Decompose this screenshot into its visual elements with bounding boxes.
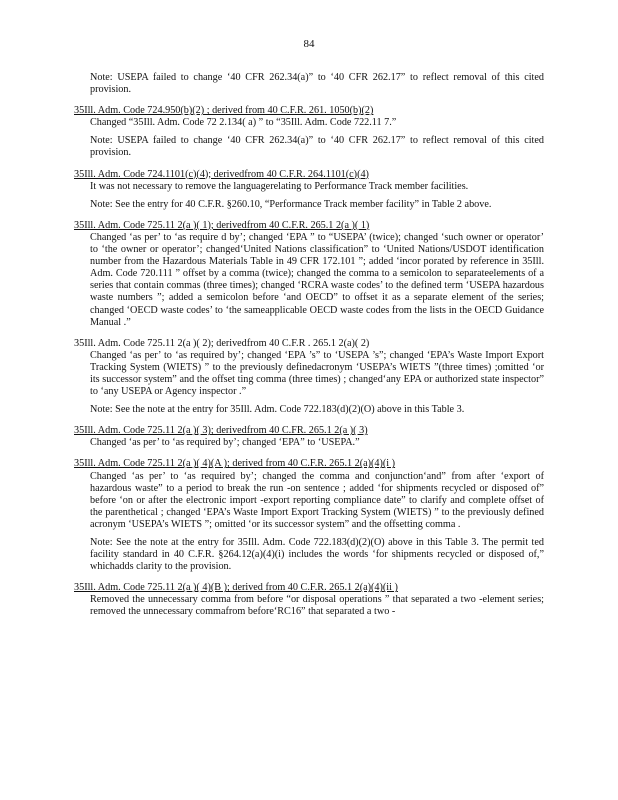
table-entry xyxy=(74,220,544,329)
continued-note: Note: USEPA failed to change ‘40 CFR 262.34(a)” to ‘40 CFR 262.17” to reflect removal of this cited provision. xyxy=(90,72,544,96)
entry-heading: 35Ill. Adm. Code 724.1101(c)(4); derivedfrom 40 C.F.R. 264.1101(c)(4) xyxy=(74,168,369,180)
table-entry xyxy=(74,338,544,417)
table-entry xyxy=(74,105,544,159)
page-number: 84 xyxy=(303,38,315,50)
entry-body: Changed ‘as per’ to ‘as require d by’; changed ‘EPA ” to “USEPA’ (twice); changed ‘such owner or operator’ to ‘the owner or operator’; changed‘United Nations classification” to ‘United Nations/USDOT identification number from the Hazardous Materials Table in 49 CFR 172.101 ”; added ‘incor porated by reference in 35Ill. Adm. Code 720.111 ” offset by a comma (twice); changed the comma to a semicolon to separateelements of a series that contain commas (three times); changed ‘RCRA waste codes’ to the defined term ‘USEPA hazardous waste numbers ”; added a semicolon before ‘and OECD” to offset it as a separate element of the series; changed ‘OECD waste codes’ to ‘the sameapplicable OECD waste codes from the lists in the OECD Guidance Manual .” xyxy=(90,231,544,328)
entry-note: Note: See the entry for 40 C.F.R. §260.10, “Performance Track member facility” in Table 2 above. xyxy=(90,198,492,210)
table-entry xyxy=(74,458,544,573)
entry-heading: 35Ill. Adm. Code 725.11 2(a )( 4)(B ); derived from 40 C.F.R. 265.1 2(a)(4)(ii ) xyxy=(74,582,398,594)
entry-note: Note: See the note at the entry for 35Ill. Adm. Code 722.183(d)(2)(O) above in this Table 3. xyxy=(90,404,465,416)
entry-body: Removed the unnecessary comma from before “or disposal operations ” that separated a two -element series; removed the unnecessary commafrom before‘RC16” that separated a two - xyxy=(90,594,544,618)
table-entry xyxy=(74,582,544,618)
entry-body: Changed ‘as per’ to ‘as required by’; changed ‘EPA ’s” to ‘USEPA ’s”; changed ‘EPA’s Waste Import Export Tracking System (WIETS) ” to the previously definedacronym ‘USEPA’s WIETS ”(three times) ;omitted ‘or its successor system” and the offset ting comma (three times) ; changed‘any EPA or authorized state inspector” to ‘any USEPA or Agency inspector .” xyxy=(90,349,544,398)
entry-body: Changed ‘as per’ to ‘as required by’; changed ‘EPA” to ‘USEPA.” xyxy=(90,437,360,449)
entry-note: Note: See the note at the entry for 35Ill. Adm. Code 722.183(d)(2)(O) above in this Table 3. The permit ted facility standard in 40 C.F.R. §264.12(a)(4)(i) includes the words ‘for shipments recycled or disposed of,” whichadds clarity to the provision. xyxy=(90,537,544,573)
entry-heading: 35Ill. Adm. Code 725.11 2(a )( 3); derivedfrom 40 C.FR. 265.1 2(a )( 3) xyxy=(74,425,368,437)
entry-body: Changed ‘as per’ to ‘as required by’; changed the comma and conjunction‘and” from after ‘export of hazardous waste” to a period to break the run -on sentence ; added ‘for shipments recycled or disposed of” before ‘on or after the electronic import -export reporting compliance date” to clarify and complete offset of the parenthetical ; changed ‘EPA’s Waste Import Export Tracking System (WIETS) ” to the previously defined acronym ‘USEPA’s WIETS ”; omitted ‘or its successor system” and the offsetting comma . xyxy=(90,470,544,530)
table-entry xyxy=(74,425,544,449)
entry-heading: 35Ill. Adm. Code 725.11 2(a )( 1); derivedfrom 40 C.F.R. 265.1 2(a )( 1) xyxy=(74,219,370,231)
table-entry xyxy=(74,169,544,211)
entry-body: It was not necessary to remove the languagerelating to Performance Track member facilities. xyxy=(90,180,469,192)
entry-heading: 35Ill. Adm. Code 725.11 2(a )( 2); derivedfrom 40 C.F.R . 265.1 2(a)( 2) xyxy=(74,337,370,349)
entry-heading: 35Ill. Adm. Code 724.950(b)(2) ; derived from 40 C.F.R. 261. 1050(b)(2) xyxy=(74,105,374,117)
entry-body: Changed “35Ill. Adm. Code 72 2.134( a) ” to “35Ill. Adm. Code 722.11 7.” xyxy=(90,117,397,129)
entry-note: Note: USEPA failed to change ‘40 CFR 262.34(a)” to ‘40 CFR 262.17” to reflect removal of this cited provision. xyxy=(90,135,544,159)
table-content xyxy=(74,72,544,619)
entry-heading: 35Ill. Adm. Code 725.11 2(a )( 4)(A ); derived from 40 C.F.R. 265.1 2(a)(4)(i ) xyxy=(74,458,396,470)
